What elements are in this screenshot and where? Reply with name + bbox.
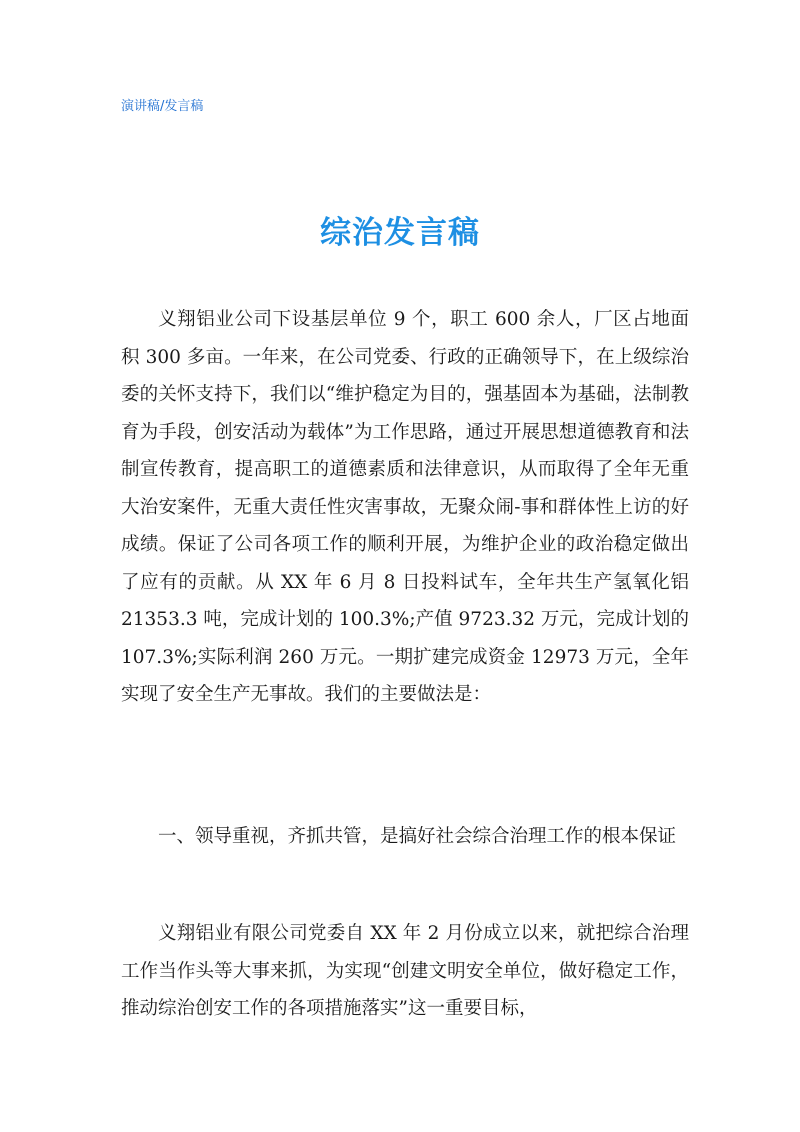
paragraph-intro [121, 301, 689, 714]
breadcrumb[interactable]: 演讲稿/发言稿 [121, 99, 204, 114]
paragraph-text: 义翔铝业公司下设基层单位 9 个，职工 600 余人，厂区占地面积 300 多亩。一年来，在公司党委、行政的正确领导下，在上级综治委的关怀支持下，我们以“维护稳定为目的，强基固本为基础，法制教育为手段，创安活动为载体”为工作思路，通过开展思想道德教育和法制宣传教育，提高职工的道德素质和法律意识，从而取得了全年无重大治安案件，无重大责任性灾害事故，无聚众闹-事和群体性上访的好成绩。保证了公司各项工作的顺利开展，为维护企业的政治稳定做出了应有的贡献。从 XX 年 6 月 8 日投料试车，全年共生产氢氧化铝 21353.3 吨，完成计划的 100.3%;产值 9723.32 万元，完成计划的 107.3%;实际利润 260 万元。一期扩建完成资金 12973 万元，全年实现了安全生产无事故。我们的主要做法是： [121, 309, 689, 705]
section-heading-1 [121, 818, 689, 856]
document-title: 综治发言稿 [320, 214, 480, 251]
section-heading-text: 一、领导重视，齐抓共管，是搞好社会综合治理工作的根本保证 [158, 826, 677, 847]
paragraph-section-1 [121, 915, 689, 1028]
paragraph-text: 义翔铝业有限公司党委自 XX 年 2 月份成立以来，就把综合治理工作当作头等大事来抓，为实现“创建文明安全单位，做好稳定工作，推动综治创安工作的各项措施落实”这一重要目标， [121, 923, 689, 1019]
